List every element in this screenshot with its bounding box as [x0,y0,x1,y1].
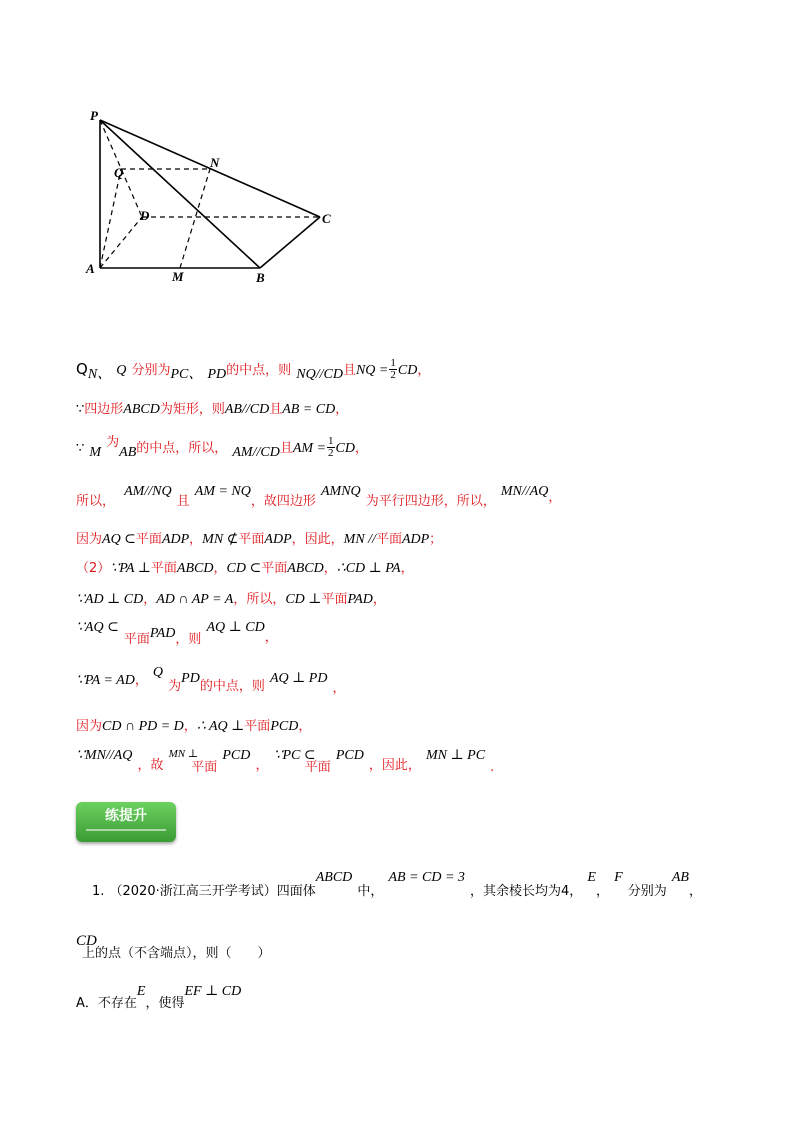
proof-line-1: QN、 Q 分别为PC、 PD的中点，则 NQ//CD且NQ = $\frac{1}{2}$ CD， [76,357,431,382]
label-N: N [210,155,220,170]
edge-AD [100,217,142,268]
label-P: P [90,108,98,123]
proof-line-8: ∵AQ ⊂ $_{平面}PAD_{,则}$ AQ ⊥ $CD_,$ [76,620,278,647]
proof-line-2: ∵四边形ABCD为矩形，则AB//CD且AB = CD， [76,402,349,417]
proof-line-4: $_{所以,}$ AM//NQ $_且$ AM = $NQ_{,故四边形}$ AMNQ $_{为平行四边形,所以,}$ $MN//AQ_,$ [76,484,562,509]
proof-line-6: （2）∵PA ⊥平面ABCD，CD ⊂平面ABCD，∴CD ⊥ PA， [76,561,414,576]
label-A: A [86,261,95,276]
question-1-line-1: $_{1.}$ $_{(2020\cdot 浙江高三开学考试)四面体}$ABCD $_{中,}$ AB = CD = 3 $_{,其余棱长均为4,}$ $E_,$ F $_{分别为}$ $AB_,$ [92,870,702,899]
section-badge [76,802,176,842]
proof-line-7: ∵AD ⊥ CD，AD ∩ AP = A，所以，CD ⊥平面PAD， [76,592,386,607]
proof-line-3: ∵ M $^为$AB的中点，所以， AM//CD且AM = $\frac{1}{2}$ CD， [76,435,368,460]
label-D: D [140,208,150,223]
geometry-figure [80,105,350,290]
question-1-line-2: CD $_{上的点(不含端点),则( )}$ [76,933,271,961]
proof-line-9: ∵PA = $AD_,$ Q $_为PD_{的中点,则}$ AQ ⊥ PD $_,$ [76,665,346,696]
label-Q: Q [114,165,124,180]
option-A[interactable]: $_{A.不存在}E_{,使得}EF$ ⊥ CD [76,984,242,1011]
label-C: C [322,211,331,226]
edge-AQ [100,169,121,268]
proof-line-5: 因为AQ ⊂平面ADP，MN ⊄平面ADP，因此，MN //平面ADP； [76,532,443,547]
edge-PB [100,120,260,268]
badge-stripe [86,829,166,831]
edge-BC [260,217,320,268]
label-M: M [172,269,184,284]
label-B: B [256,270,265,285]
proof-line-11: ∵MN//AQ $_{,故}$ MN ⊥ $_{平面}$ PCD $_,$ ∵PC ⊂ $_{平面}$ PCD $_{,因此,}$ MN ⊥ PC $_.$ [76,748,495,775]
section-badge-label: 练提升 [105,808,147,824]
proof-line-10: 因为CD ∩ PD = D，∴ AQ ⊥平面PCD， [76,719,312,734]
